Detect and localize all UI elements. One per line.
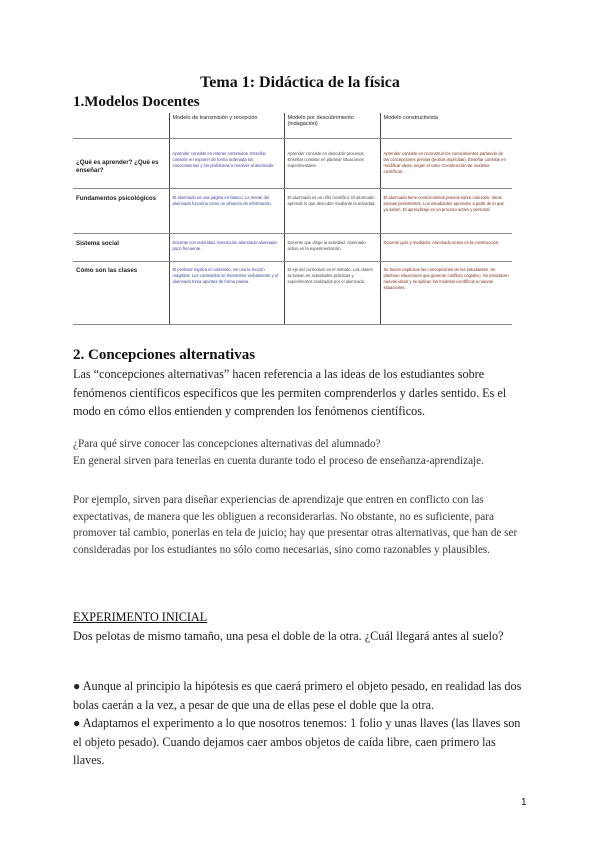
table-header-cell: Modelo de transmisión y recepción (169, 113, 284, 139)
table-cell: Aprender consiste en descubrir procesos. Enseñar consiste en plantear situaciones experimentales. (284, 139, 380, 189)
question-block (73, 436, 528, 469)
table-row (73, 262, 512, 325)
example-paragraph: Por ejemplo, sirven para diseñar experiencias de aprendizaje que entren en conflicto con las expectativas, de manera que les obliguen a reconsiderarlas. No obstante, no es suficiente, para promover tal cambio, ponerlas en tela de juicio; hay que presentar otras alternativas, que han de ser consideradas por los estudiantes no sólo como necesarias, sino como razonables y plausibles. (73, 494, 518, 556)
table-header-row (73, 113, 512, 139)
row-label: ¿Qué es aprender? ¿Qué es enseñar? (73, 139, 169, 189)
list-item: ● Aunque al principio la hipótesis es que caerá primero el objeto pesado, en realidad las dos bolas caerán a la vez, a pesar de que una de ellas pese el doble que la otra. (73, 679, 522, 712)
answer-text: En general sirven para tenerlas en cuenta durante todo el proceso de enseñanza-aprendizaje. (73, 454, 484, 467)
page-title: Tema 1: Didáctica de la física (200, 74, 400, 91)
experiment-title: EXPERIMENTO INICIAL (73, 610, 208, 624)
table-cell: Se hacen explícitas las concepciones de los estudiantes. Se plantean situaciones que generan conflicto cognitivo. Se introducen nuevas ideas y se aplican los modelos científicos a nuevas situaciones. (380, 262, 512, 325)
intro-paragraph: Las “concepciones alternativas” hacen referencia a las ideas de los estudiantes sobre fenómenos científicos específicos que les permiten comprenderlos y darles sentido. Es el modo en cómo ellos entienden y comprenden los fenómenos científicos. (73, 367, 507, 418)
table-header-cell (73, 113, 169, 139)
table-row (73, 189, 512, 234)
row-label: Sistema social (73, 234, 169, 262)
table-cell: El eje del currículum es el método. Las clases se basan en actividades prácticas y experimentos realizados por el alumnado. (284, 262, 380, 325)
table-cell: Docente que dirige la actividad. Alumnado activo en la experimentación. (284, 234, 380, 262)
table-cell: El alumnado es un niño científico. El alumnado aprende lo que descubre mediante la actividad. (284, 189, 380, 234)
section-heading-modelos-docentes: 1.Modelos Docentes (73, 94, 200, 110)
table-header-cell: Modelo por descubrimiento (indagación) (284, 113, 380, 139)
experiment-bullets (73, 677, 528, 770)
table-cell: El alumnado tiene conocimientos previos sobre casi todo. Ideas previas persistentes. Los estudiantes aprenden a partir de lo que ya saben. El aprendizaje es un proceso activo y personal. (380, 189, 512, 234)
question-text: ¿Para qué sirve conocer las concepciones alternativas del alumnado? (73, 438, 381, 450)
table-cell: Aprender consiste en reconstruir los conocimientos partiendo de las concepciones previas (teorías implícitas). Enseñar consiste en modificar ideas, según el caso. Construcción de modelos científicos. (380, 139, 512, 189)
table-cell: El profesor explica el contenido. Se usa la lección magistral. Los contenidos se transmiten verbalmente y el alumnado toma apuntes de forma pasiva. (169, 262, 284, 325)
table-cell: Aprender consiste en retener contenidos. Enseñar consiste en exponer de forma ordenada los conocimientos y los problemas a resolver al alumnado. (169, 139, 284, 189)
experiment-question: Dos pelotas de mismo tamaño, una pesa el doble de la otra. ¿Cuál llegará antes al suelo? (73, 629, 504, 643)
table-header-cell: Modelo constructivista (380, 113, 512, 139)
models-table (73, 113, 512, 325)
table-cell: El alumnado es una página en blanco. La mente del alumnado funciona como un almacén de información. (169, 189, 284, 234)
row-label: Fundamentos psicológicos (73, 189, 169, 234)
table-row (73, 139, 512, 189)
table-cell: Docente guía y mediador. Alumnado activo en la construcción. (380, 234, 512, 262)
section-heading-concepciones: 2. Concepciones alternativas (73, 347, 256, 363)
list-item: ● Adaptamos el experimento a lo que nosotros tenemos: 1 folio y unas llaves (las llaves son el objeto pesado). Cuando dejamos caer ambos objetos de caída libre, caen primero las llaves. (73, 716, 521, 767)
table-row (73, 234, 512, 262)
table-cell: Docente con autoridad. Interacción alumnado-alumnado poco frecuente. (169, 234, 284, 262)
page-number: 1 (521, 797, 527, 808)
row-label: Cómo son las clases (73, 262, 169, 325)
